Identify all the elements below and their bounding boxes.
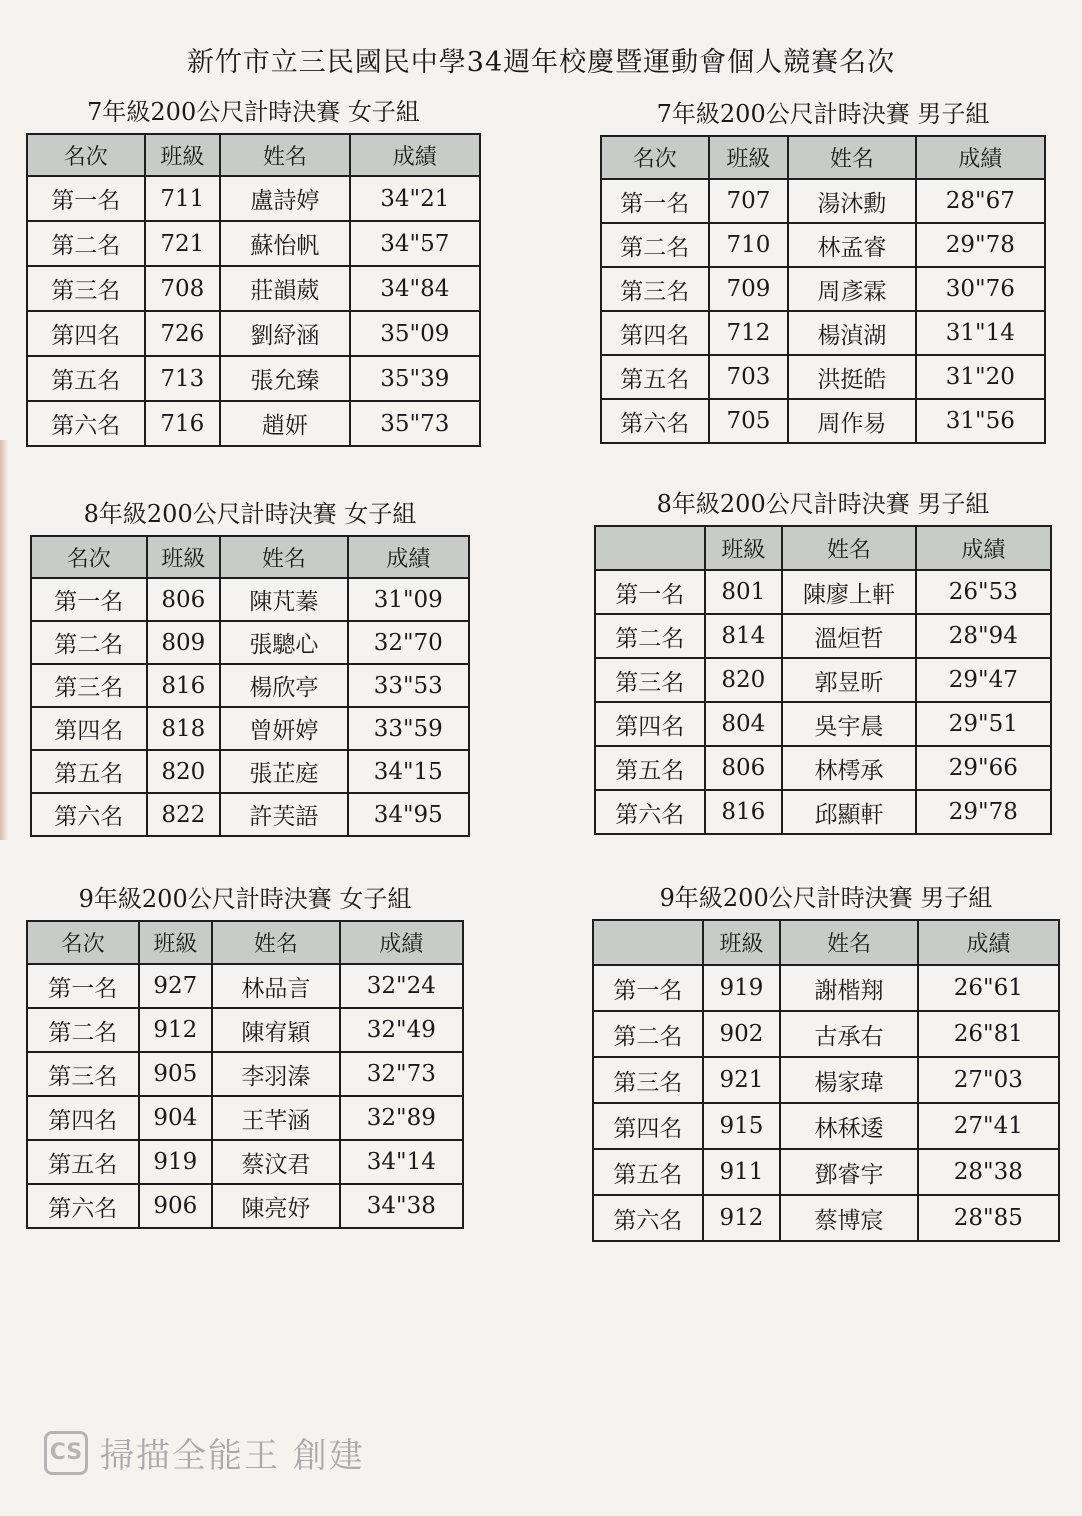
table-row xyxy=(27,266,480,311)
rank-cell: 第二名 xyxy=(595,614,705,658)
class-cell: 820 xyxy=(705,658,783,702)
class-cell: 818 xyxy=(147,707,221,750)
name-cell: 盧詩婷 xyxy=(220,176,349,221)
table-row xyxy=(27,1184,463,1228)
time-cell: 29"78 xyxy=(916,790,1051,834)
class-cell: 710 xyxy=(709,223,789,267)
table-row xyxy=(595,614,1051,658)
time-cell: 31"09 xyxy=(348,578,469,621)
time-cell: 30"76 xyxy=(916,267,1045,311)
header-cell: 成績 xyxy=(918,920,1059,965)
time-cell: 34"95 xyxy=(348,793,469,836)
class-cell: 707 xyxy=(709,179,789,223)
table-row xyxy=(27,401,480,446)
class-cell: 801 xyxy=(705,570,783,614)
rank-cell: 第六名 xyxy=(601,399,709,443)
name-cell: 楊湞湖 xyxy=(788,311,915,355)
class-cell: 906 xyxy=(139,1184,213,1228)
time-cell: 35"73 xyxy=(350,401,480,446)
rank-cell: 第五名 xyxy=(595,746,705,790)
header-cell: 班級 xyxy=(705,526,783,570)
name-cell: 古承右 xyxy=(780,1011,917,1057)
time-cell: 26"53 xyxy=(916,570,1051,614)
time-cell: 29"47 xyxy=(916,658,1051,702)
rank-cell: 第六名 xyxy=(593,1195,703,1241)
table-row xyxy=(593,1149,1059,1195)
header-cell: 成績 xyxy=(340,921,463,964)
name-cell: 蔡博宸 xyxy=(780,1195,917,1241)
time-cell: 31"20 xyxy=(916,355,1045,399)
results-table xyxy=(26,133,481,447)
table-section xyxy=(594,484,1052,835)
header-row xyxy=(601,136,1045,179)
rank-cell: 第四名 xyxy=(27,1096,139,1140)
name-cell: 林樗承 xyxy=(782,746,916,790)
time-cell: 28"94 xyxy=(916,614,1051,658)
table-row xyxy=(593,1057,1059,1103)
time-cell: 35"09 xyxy=(350,311,480,356)
header-cell: 姓名 xyxy=(220,536,347,578)
table-row xyxy=(595,702,1051,746)
header-cell xyxy=(593,920,703,965)
class-cell: 703 xyxy=(709,355,789,399)
name-cell: 李羽溱 xyxy=(212,1052,339,1096)
header-cell: 名次 xyxy=(27,134,145,176)
rank-cell: 第二名 xyxy=(27,221,145,266)
time-cell: 32"73 xyxy=(340,1052,463,1096)
class-cell: 904 xyxy=(139,1096,213,1140)
class-cell: 721 xyxy=(145,221,221,266)
time-cell: 28"67 xyxy=(916,179,1045,223)
rank-cell: 第一名 xyxy=(31,578,147,621)
time-cell: 33"59 xyxy=(348,707,469,750)
rank-cell: 第三名 xyxy=(27,1052,139,1096)
table-row xyxy=(27,176,480,221)
header-cell: 成績 xyxy=(916,526,1051,570)
header-cell: 姓名 xyxy=(212,921,339,964)
page-edge-strip xyxy=(0,440,8,840)
table-row xyxy=(27,221,480,266)
time-cell: 29"51 xyxy=(916,702,1051,746)
class-cell: 708 xyxy=(145,266,221,311)
class-cell: 816 xyxy=(147,664,221,707)
class-cell: 911 xyxy=(703,1149,781,1195)
header-cell: 姓名 xyxy=(788,136,915,179)
table-row xyxy=(31,621,469,664)
name-cell: 陳廖上軒 xyxy=(782,570,916,614)
class-cell: 902 xyxy=(703,1011,781,1057)
header-cell: 班級 xyxy=(147,536,221,578)
camscanner-logo-icon: CS xyxy=(44,1431,88,1475)
table-row xyxy=(595,658,1051,702)
table-row xyxy=(601,355,1045,399)
name-cell: 郭昱昕 xyxy=(782,658,916,702)
name-cell: 楊家瑋 xyxy=(780,1057,917,1103)
class-cell: 912 xyxy=(139,1008,213,1052)
time-cell: 32"24 xyxy=(340,964,463,1008)
rank-cell: 第三名 xyxy=(595,658,705,702)
name-cell: 洪挺皓 xyxy=(788,355,915,399)
page-title: 新竹市立三民國民中學34週年校慶暨運動會個人競賽名次 xyxy=(186,47,896,78)
rank-cell: 第二名 xyxy=(601,223,709,267)
name-cell: 楊欣亭 xyxy=(220,664,347,707)
time-cell: 27"03 xyxy=(918,1057,1059,1103)
header-row xyxy=(27,134,480,176)
table-row xyxy=(601,399,1045,443)
rank-cell: 第五名 xyxy=(601,355,709,399)
name-cell: 蔡汶君 xyxy=(212,1140,339,1184)
table-row xyxy=(31,664,469,707)
time-cell: 26"81 xyxy=(918,1011,1059,1057)
table-title: 7年級200公尺計時決賽 女子組 xyxy=(87,98,420,126)
rank-cell: 第四名 xyxy=(595,702,705,746)
table-section xyxy=(26,879,464,1229)
time-cell: 32"89 xyxy=(340,1096,463,1140)
time-cell: 31"56 xyxy=(916,399,1045,443)
name-cell: 陳宥穎 xyxy=(212,1008,339,1052)
table-row xyxy=(31,750,469,793)
name-cell: 吳宇晨 xyxy=(782,702,916,746)
class-cell: 806 xyxy=(147,578,221,621)
time-cell: 33"53 xyxy=(348,664,469,707)
rank-cell: 第四名 xyxy=(601,311,709,355)
results-table xyxy=(594,525,1052,835)
table-row xyxy=(27,964,463,1008)
name-cell: 劉紓涵 xyxy=(220,311,349,356)
time-cell: 34"38 xyxy=(340,1184,463,1228)
rank-cell: 第二名 xyxy=(31,621,147,664)
table-row xyxy=(595,570,1051,614)
name-cell: 謝楷翔 xyxy=(780,965,917,1011)
header-cell: 成績 xyxy=(350,134,480,176)
class-cell: 709 xyxy=(709,267,789,311)
class-cell: 919 xyxy=(139,1140,213,1184)
class-cell: 816 xyxy=(705,790,783,834)
rank-cell: 第三名 xyxy=(31,664,147,707)
class-cell: 921 xyxy=(703,1057,781,1103)
table-row xyxy=(601,179,1045,223)
class-cell: 716 xyxy=(145,401,221,446)
table-section xyxy=(26,92,481,447)
rank-cell: 第五名 xyxy=(27,356,145,401)
watermark-text: 掃描全能王 創建 xyxy=(100,1436,365,1476)
header-row xyxy=(593,920,1059,965)
name-cell: 周作易 xyxy=(788,399,915,443)
header-cell xyxy=(595,526,705,570)
time-cell: 34"21 xyxy=(350,176,480,221)
rank-cell: 第三名 xyxy=(27,266,145,311)
header-row xyxy=(31,536,469,578)
class-cell: 705 xyxy=(709,399,789,443)
name-cell: 張驄心 xyxy=(220,621,347,664)
header-cell: 班級 xyxy=(139,921,213,964)
results-table xyxy=(600,135,1046,444)
table-title: 8年級200公尺計時決賽 男子組 xyxy=(656,490,990,518)
class-cell: 915 xyxy=(703,1103,781,1149)
class-cell: 726 xyxy=(145,311,221,356)
rank-cell: 第四名 xyxy=(593,1103,703,1149)
table-row xyxy=(601,311,1045,355)
results-table xyxy=(26,920,464,1229)
name-cell: 曾妍婷 xyxy=(220,707,347,750)
name-cell: 周彥霖 xyxy=(788,267,915,311)
time-cell: 35"39 xyxy=(350,356,480,401)
table-row xyxy=(27,1008,463,1052)
rank-cell: 第一名 xyxy=(27,964,139,1008)
rank-cell: 第六名 xyxy=(27,401,145,446)
header-cell: 名次 xyxy=(31,536,147,578)
time-cell: 29"66 xyxy=(916,746,1051,790)
name-cell: 王芊涵 xyxy=(212,1096,339,1140)
table-section xyxy=(600,94,1046,444)
rank-cell: 第六名 xyxy=(31,793,147,836)
class-cell: 919 xyxy=(703,965,781,1011)
time-cell: 34"57 xyxy=(350,221,480,266)
class-cell: 804 xyxy=(705,702,783,746)
table-row xyxy=(27,311,480,356)
name-cell: 邱顯軒 xyxy=(782,790,916,834)
name-cell: 林品言 xyxy=(212,964,339,1008)
name-cell: 蘇怡帆 xyxy=(220,221,349,266)
class-cell: 822 xyxy=(147,793,221,836)
name-cell: 湯沐勳 xyxy=(788,179,915,223)
header-cell: 成績 xyxy=(348,536,469,578)
rank-cell: 第五名 xyxy=(593,1149,703,1195)
table-row xyxy=(31,578,469,621)
rank-cell: 第二名 xyxy=(593,1011,703,1057)
results-table xyxy=(592,919,1060,1242)
time-cell: 29"78 xyxy=(916,223,1045,267)
rank-cell: 第六名 xyxy=(27,1184,139,1228)
name-cell: 張芷庭 xyxy=(220,750,347,793)
header-cell: 名次 xyxy=(601,136,709,179)
class-cell: 712 xyxy=(709,311,789,355)
header-cell: 班級 xyxy=(709,136,789,179)
class-cell: 912 xyxy=(703,1195,781,1241)
name-cell: 趙妍 xyxy=(220,401,349,446)
name-cell: 莊韻葳 xyxy=(220,266,349,311)
header-cell: 姓名 xyxy=(782,526,916,570)
table-title: 8年級200公尺計時決賽 女子組 xyxy=(83,500,417,528)
header-cell: 班級 xyxy=(703,920,781,965)
table-section xyxy=(30,494,470,837)
time-cell: 31"14 xyxy=(916,311,1045,355)
class-cell: 820 xyxy=(147,750,221,793)
name-cell: 林孟睿 xyxy=(788,223,915,267)
time-cell: 27"41 xyxy=(918,1103,1059,1149)
rank-cell: 第三名 xyxy=(601,267,709,311)
time-cell: 32"49 xyxy=(340,1008,463,1052)
table-row xyxy=(595,790,1051,834)
table-row xyxy=(27,356,480,401)
header-cell: 名次 xyxy=(27,921,139,964)
header-cell: 姓名 xyxy=(780,920,917,965)
table-row xyxy=(31,707,469,750)
class-cell: 806 xyxy=(705,746,783,790)
time-cell: 34"84 xyxy=(350,266,480,311)
scanner-watermark xyxy=(44,1428,365,1477)
header-row xyxy=(595,526,1051,570)
table-title: 9年級200公尺計時決賽 女子組 xyxy=(78,885,412,913)
table-row xyxy=(601,267,1045,311)
table-row xyxy=(593,1195,1059,1241)
name-cell: 林秝逶 xyxy=(780,1103,917,1149)
header-cell: 成績 xyxy=(916,136,1045,179)
rank-cell: 第六名 xyxy=(595,790,705,834)
table-row xyxy=(27,1052,463,1096)
table-row xyxy=(601,223,1045,267)
table-row xyxy=(593,965,1059,1011)
rank-cell: 第五名 xyxy=(31,750,147,793)
class-cell: 905 xyxy=(139,1052,213,1096)
time-cell: 34"14 xyxy=(340,1140,463,1184)
name-cell: 張允臻 xyxy=(220,356,349,401)
time-cell: 28"38 xyxy=(918,1149,1059,1195)
rank-cell: 第五名 xyxy=(27,1140,139,1184)
class-cell: 927 xyxy=(139,964,213,1008)
rank-cell: 第四名 xyxy=(27,311,145,356)
rank-cell: 第四名 xyxy=(31,707,147,750)
rank-cell: 第一名 xyxy=(595,570,705,614)
table-row xyxy=(595,746,1051,790)
time-cell: 32"70 xyxy=(348,621,469,664)
rank-cell: 第三名 xyxy=(593,1057,703,1103)
time-cell: 26"61 xyxy=(918,965,1059,1011)
table-row xyxy=(593,1011,1059,1057)
time-cell: 34"15 xyxy=(348,750,469,793)
header-cell: 班級 xyxy=(145,134,221,176)
header-cell: 姓名 xyxy=(220,134,349,176)
name-cell: 鄧睿宇 xyxy=(780,1149,917,1195)
table-row xyxy=(593,1103,1059,1149)
name-cell: 陳芃蓁 xyxy=(220,578,347,621)
class-cell: 814 xyxy=(705,614,783,658)
class-cell: 711 xyxy=(145,176,221,221)
name-cell: 陳亮妤 xyxy=(212,1184,339,1228)
name-cell: 許芙語 xyxy=(220,793,347,836)
results-table xyxy=(30,535,470,837)
table-title: 9年級200公尺計時決賽 男子組 xyxy=(659,884,993,912)
rank-cell: 第二名 xyxy=(27,1008,139,1052)
name-cell: 溫烜哲 xyxy=(782,614,916,658)
class-cell: 809 xyxy=(147,621,221,664)
table-row xyxy=(27,1140,463,1184)
table-section xyxy=(592,878,1060,1242)
rank-cell: 第一名 xyxy=(601,179,709,223)
table-row xyxy=(27,1096,463,1140)
time-cell: 28"85 xyxy=(918,1195,1059,1241)
rank-cell: 第一名 xyxy=(593,965,703,1011)
table-row xyxy=(31,793,469,836)
header-row xyxy=(27,921,463,964)
rank-cell: 第一名 xyxy=(27,176,145,221)
class-cell: 713 xyxy=(145,356,221,401)
table-title: 7年級200公尺計時決賽 男子組 xyxy=(656,100,990,128)
